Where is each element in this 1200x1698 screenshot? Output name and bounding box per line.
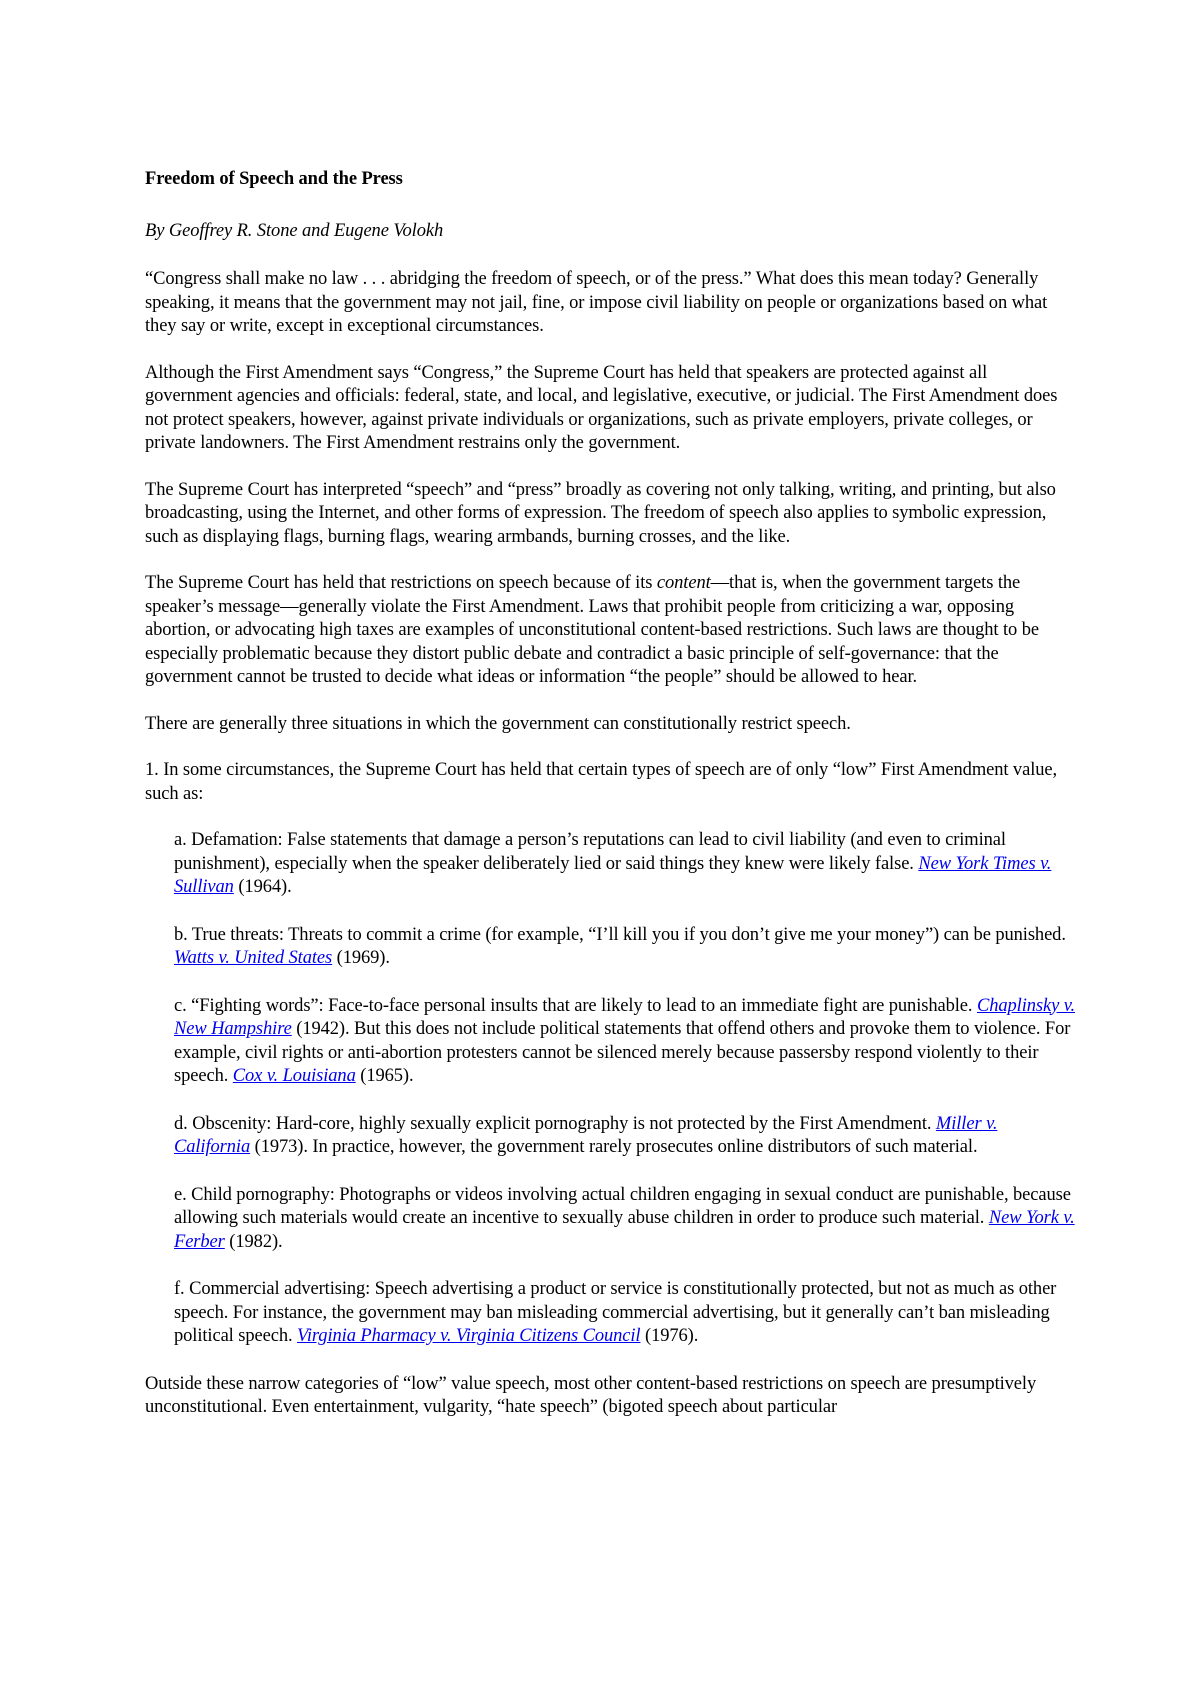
case-link-watts-v-united-states[interactable]: Watts v. United States bbox=[174, 948, 333, 968]
item-text: b. True threats: Threats to commit a crime (for example, “I’ll kill you if you don’t give me your money”) can be punished. bbox=[174, 924, 1066, 945]
paragraph-government-scope: Although the First Amendment says “Congress,” the Supreme Court has held that speakers are protected against all government agencies and officials: federal, state, and local, and legislative, executive, or judicial. The First Amendment does not protect speakers, however, against private individuals or organizations, such as private employers, private colleges, or private landowners. The First Amendment restrains only the government. bbox=[145, 362, 1058, 453]
paragraph-three-situations: There are generally three situations in which the government can constitutionally restrict speech. bbox=[145, 713, 851, 734]
paragraph-speech-press-interpretation: The Supreme Court has interpreted “speech” and “press” broadly as covering not only talking, writing, and printing, but also broadcasting, using the Internet, and other forms of expression. The freedom of speech also applies to symbolic expression, such as displaying flags, burning flags, wearing armbands, burning crosses, and the like. bbox=[145, 479, 1056, 547]
case-link-miller-v-california[interactable]: Miller v. California bbox=[174, 1113, 998, 1157]
paragraph-congress-clause: “Congress shall make no law . . . abridging the freedom of speech, or of the press.” What does this mean today? Generally speaking, it means that the government may not jail, fine, or impose civil liability on people or organizations based on what they say or write, except in exceptional circumstances. bbox=[145, 269, 1048, 336]
item-text: f. Commercial advertising: Speech advertising a product or service is constitutionally protected, but not as much as other speech. For instance, the government may ban misleading commercial advertising, but it generally can’t ban misleading political speech. bbox=[174, 1279, 1057, 1346]
case-link-chaplinsky-v-new-hampshire[interactable]: Chaplinsky v. New Hampshire bbox=[174, 995, 1075, 1039]
list-item-child-pornography bbox=[145, 1184, 1075, 1255]
case-link-new-york-times-v-sullivan[interactable]: New York Times v. Sullivan bbox=[174, 853, 1052, 897]
item-year: (1976). bbox=[640, 1326, 699, 1346]
list-item-true-threats bbox=[145, 924, 1075, 971]
item-text: d. Obscenity: Hard-core, highly sexually explicit pornography is not protected by the First Amendment. bbox=[174, 1113, 936, 1134]
paragraph-content-restrictions bbox=[145, 572, 1075, 690]
item-text: c. “Fighting words”: Face-to-face personal insults that are likely to lead to an immediate fight are punishable. bbox=[174, 995, 977, 1016]
case-link-virginia-pharmacy[interactable]: Virginia Pharmacy v. Virginia Citizens Council bbox=[297, 1326, 641, 1346]
item-year: (1982). bbox=[224, 1231, 283, 1252]
document-title: Freedom of Speech and the Press bbox=[145, 169, 403, 189]
paragraph-text: The Supreme Court has held that restrictions on speech because of its bbox=[145, 573, 657, 593]
paragraph-text: —that is, when the government targets the speaker’s message—generally violate the First Amendment. Laws that prohibit people from criticizing a war, opposing abortion, or advocating high taxes are examples of unconstitutional content-based restrictions. Such laws are thought to be especially problematic because they distort public debate and contradict a basic principle of self-governance: that the government cannot be trusted to decide what ideas or information “the people” should be allowed to hear. bbox=[145, 573, 1039, 687]
document-page bbox=[145, 168, 1075, 1420]
paragraph-outside-categories: Outside these narrow categories of “low” value speech, most other content-based restrictions on speech are presumptively unconstitutional. Even entertainment, vulgarity, “hate speech” (bigoted speech about particular bbox=[145, 1373, 1037, 1417]
item-year: (1964). bbox=[233, 877, 292, 897]
case-link-new-york-v-ferber[interactable]: New York v. Ferber bbox=[174, 1208, 1075, 1252]
list-item-defamation bbox=[145, 829, 1075, 900]
item-text: e. Child pornography: Photographs or videos involving actual children engaging in sexual conduct are punishable, because allowing such materials would create an incentive to sexually abuse children in order to produce such material. bbox=[174, 1184, 1071, 1228]
document-byline: By Geoffrey R. Stone and Eugene Volokh bbox=[145, 220, 444, 241]
paragraph-low-value-intro: 1. In some circumstances, the Supreme Court has held that certain types of speech are of only “low” First Amendment value, such as: bbox=[145, 760, 1058, 804]
list-item-commercial-advertising bbox=[145, 1278, 1075, 1349]
item-text: (1942). But this does not include political statements that offend others and provoke them to violence. For example, civil rights or anti-abortion protesters cannot be silenced merely because passersby respond violently to their speech. bbox=[174, 1019, 1071, 1086]
list-item-fighting-words bbox=[145, 995, 1075, 1089]
item-text: a. Defamation: False statements that damage a person’s reputations can lead to civil liability (and even to criminal punishment), especially when the speaker deliberately lied or said things they knew were likely false. bbox=[174, 830, 1006, 874]
item-text: (1973). In practice, however, the government rarely prosecutes online distributors of such material. bbox=[250, 1137, 978, 1157]
item-year: (1965). bbox=[355, 1066, 414, 1086]
list-item-obscenity bbox=[145, 1113, 1075, 1160]
emphasis-content: content bbox=[656, 573, 711, 593]
case-link-cox-v-louisiana[interactable]: Cox v. Louisiana bbox=[232, 1066, 356, 1086]
item-year: (1969). bbox=[332, 948, 390, 968]
